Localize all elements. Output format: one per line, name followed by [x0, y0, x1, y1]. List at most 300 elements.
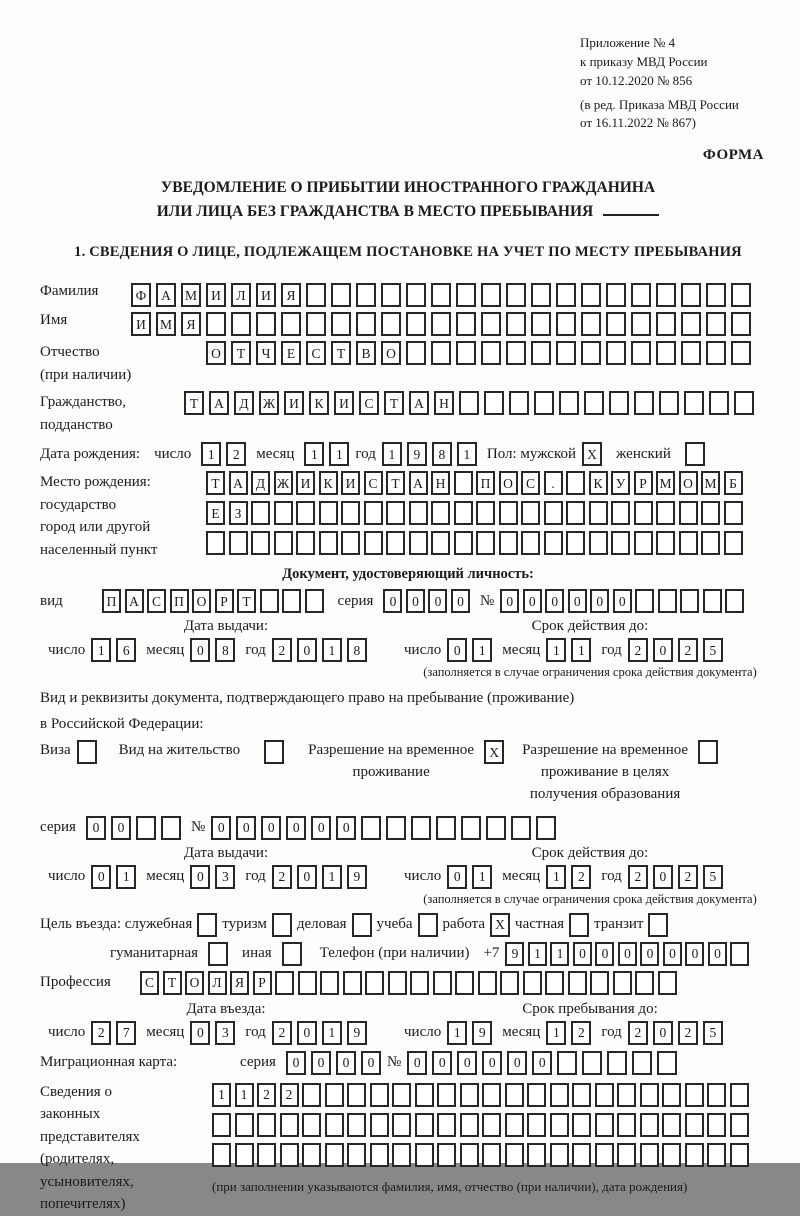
- char-box[interactable]: [534, 391, 554, 415]
- char-box[interactable]: [347, 1143, 366, 1167]
- char-box[interactable]: [302, 1113, 321, 1137]
- char-box[interactable]: [331, 312, 351, 336]
- char-box[interactable]: 9: [505, 942, 524, 966]
- char-box[interactable]: 5: [703, 638, 723, 662]
- char-box[interactable]: Т: [384, 391, 404, 415]
- char-box[interactable]: О: [679, 471, 698, 495]
- char-box[interactable]: [523, 971, 542, 995]
- char-box[interactable]: [701, 501, 720, 525]
- char-box[interactable]: 3: [215, 1021, 235, 1045]
- char-box[interactable]: 2: [678, 865, 698, 889]
- char-box[interactable]: Ж: [274, 471, 293, 495]
- char-box[interactable]: Я: [281, 283, 301, 307]
- char-box[interactable]: [656, 531, 675, 555]
- char-box[interactable]: [656, 283, 676, 307]
- char-box[interactable]: [658, 971, 677, 995]
- char-box[interactable]: [724, 501, 743, 525]
- char-box[interactable]: Т: [163, 971, 182, 995]
- char-box[interactable]: П: [476, 471, 495, 495]
- char-box[interactable]: 0: [573, 942, 592, 966]
- char-box[interactable]: [634, 531, 653, 555]
- char-box[interactable]: Т: [331, 341, 351, 365]
- char-box[interactable]: [437, 1143, 456, 1167]
- char-box[interactable]: [656, 501, 675, 525]
- char-box[interactable]: [433, 971, 452, 995]
- char-box[interactable]: 8: [347, 638, 367, 662]
- char-box[interactable]: 2: [571, 865, 591, 889]
- char-box[interactable]: [482, 1143, 501, 1167]
- char-box[interactable]: [370, 1113, 389, 1137]
- char-box[interactable]: 0: [311, 1051, 331, 1075]
- char-box[interactable]: А: [209, 391, 229, 415]
- char-box[interactable]: 1: [201, 442, 221, 466]
- char-box[interactable]: М: [156, 312, 176, 336]
- char-box[interactable]: [685, 1113, 704, 1137]
- char-box[interactable]: Д: [251, 471, 270, 495]
- char-box[interactable]: 0: [91, 865, 111, 889]
- char-box[interactable]: Т: [206, 471, 225, 495]
- char-box[interactable]: [319, 531, 338, 555]
- char-box[interactable]: [572, 1113, 591, 1137]
- char-box[interactable]: [431, 341, 451, 365]
- char-box[interactable]: [681, 312, 701, 336]
- char-box[interactable]: 1: [322, 865, 342, 889]
- char-box[interactable]: 0: [86, 816, 106, 840]
- char-box[interactable]: И: [284, 391, 304, 415]
- char-box[interactable]: 0: [590, 589, 609, 613]
- char-box[interactable]: О: [206, 341, 226, 365]
- char-box[interactable]: 1: [91, 638, 111, 662]
- char-box[interactable]: Ж: [259, 391, 279, 415]
- char-box[interactable]: [581, 283, 601, 307]
- char-box[interactable]: [484, 391, 504, 415]
- char-box[interactable]: Е: [206, 501, 225, 525]
- char-box[interactable]: [521, 531, 540, 555]
- char-box[interactable]: 9: [407, 442, 427, 466]
- char-box[interactable]: [356, 283, 376, 307]
- char-box[interactable]: [707, 1083, 726, 1107]
- char-box[interactable]: [559, 391, 579, 415]
- char-box[interactable]: 0: [432, 1051, 452, 1075]
- char-box[interactable]: [392, 1083, 411, 1107]
- char-box[interactable]: Б: [724, 471, 743, 495]
- char-box[interactable]: 2: [272, 638, 292, 662]
- char-box[interactable]: [481, 312, 501, 336]
- char-box[interactable]: [406, 341, 426, 365]
- char-box[interactable]: 0: [447, 638, 467, 662]
- char-box[interactable]: Р: [634, 471, 653, 495]
- char-box[interactable]: 2: [272, 1021, 292, 1045]
- char-box[interactable]: 1: [235, 1083, 254, 1107]
- char-box[interactable]: 1: [382, 442, 402, 466]
- char-box[interactable]: 0: [407, 1051, 427, 1075]
- char-box[interactable]: 1: [457, 442, 477, 466]
- char-box[interactable]: [197, 913, 217, 937]
- char-box[interactable]: [632, 1051, 652, 1075]
- char-box[interactable]: [595, 1083, 614, 1107]
- char-box[interactable]: [235, 1143, 254, 1167]
- char-box[interactable]: X: [582, 442, 602, 466]
- char-box[interactable]: И: [206, 283, 226, 307]
- char-box[interactable]: 1: [550, 942, 569, 966]
- char-box[interactable]: [724, 531, 743, 555]
- char-box[interactable]: [229, 531, 248, 555]
- char-box[interactable]: [659, 391, 679, 415]
- char-box[interactable]: [648, 913, 668, 937]
- char-box[interactable]: [406, 283, 426, 307]
- char-box[interactable]: 1: [322, 1021, 342, 1045]
- char-box[interactable]: 0: [507, 1051, 527, 1075]
- char-box[interactable]: 0: [457, 1051, 477, 1075]
- char-box[interactable]: 1: [571, 638, 591, 662]
- char-box[interactable]: О: [192, 589, 211, 613]
- char-box[interactable]: А: [229, 471, 248, 495]
- char-box[interactable]: С: [147, 589, 166, 613]
- char-box[interactable]: Т: [184, 391, 204, 415]
- char-box[interactable]: [706, 312, 726, 336]
- char-box[interactable]: [505, 1113, 524, 1137]
- char-box[interactable]: 9: [347, 1021, 367, 1045]
- char-box[interactable]: [341, 501, 360, 525]
- char-box[interactable]: [706, 341, 726, 365]
- char-box[interactable]: [631, 283, 651, 307]
- char-box[interactable]: [381, 312, 401, 336]
- char-box[interactable]: [388, 971, 407, 995]
- char-box[interactable]: 2: [678, 1021, 698, 1045]
- char-box[interactable]: 0: [190, 865, 210, 889]
- char-box[interactable]: 0: [482, 1051, 502, 1075]
- char-box[interactable]: [431, 312, 451, 336]
- char-box[interactable]: [356, 312, 376, 336]
- char-box[interactable]: [456, 312, 476, 336]
- char-box[interactable]: [280, 1143, 299, 1167]
- char-box[interactable]: 7: [116, 1021, 136, 1045]
- char-box[interactable]: [476, 501, 495, 525]
- char-box[interactable]: [282, 942, 302, 966]
- char-box[interactable]: А: [156, 283, 176, 307]
- char-box[interactable]: [331, 283, 351, 307]
- char-box[interactable]: [701, 531, 720, 555]
- char-box[interactable]: 1: [447, 1021, 467, 1045]
- char-box[interactable]: 0: [523, 589, 542, 613]
- char-box[interactable]: [274, 501, 293, 525]
- char-box[interactable]: [734, 391, 754, 415]
- char-box[interactable]: М: [181, 283, 201, 307]
- char-box[interactable]: [506, 283, 526, 307]
- char-box[interactable]: [476, 531, 495, 555]
- char-box[interactable]: Я: [181, 312, 201, 336]
- char-box[interactable]: [531, 341, 551, 365]
- char-box[interactable]: [275, 971, 294, 995]
- char-box[interactable]: [550, 1143, 569, 1167]
- char-box[interactable]: Л: [208, 971, 227, 995]
- char-box[interactable]: [386, 816, 406, 840]
- char-box[interactable]: П: [170, 589, 189, 613]
- char-box[interactable]: [611, 531, 630, 555]
- char-box[interactable]: 2: [272, 865, 292, 889]
- char-box[interactable]: 0: [311, 816, 331, 840]
- char-box[interactable]: Р: [253, 971, 272, 995]
- char-box[interactable]: [264, 740, 284, 764]
- char-box[interactable]: [431, 531, 450, 555]
- char-box[interactable]: [658, 589, 677, 613]
- char-box[interactable]: [454, 501, 473, 525]
- char-box[interactable]: [581, 312, 601, 336]
- char-box[interactable]: [617, 1113, 636, 1137]
- char-box[interactable]: [681, 283, 701, 307]
- char-box[interactable]: [257, 1143, 276, 1167]
- char-box[interactable]: [681, 341, 701, 365]
- char-box[interactable]: [459, 391, 479, 415]
- char-box[interactable]: 0: [297, 1021, 317, 1045]
- char-box[interactable]: Я: [230, 971, 249, 995]
- char-box[interactable]: [550, 1083, 569, 1107]
- char-box[interactable]: [251, 501, 270, 525]
- char-box[interactable]: [640, 1143, 659, 1167]
- char-box[interactable]: [606, 341, 626, 365]
- char-box[interactable]: А: [409, 391, 429, 415]
- char-box[interactable]: 0: [261, 816, 281, 840]
- char-box[interactable]: [544, 501, 563, 525]
- char-box[interactable]: А: [125, 589, 144, 613]
- char-box[interactable]: У: [611, 471, 630, 495]
- char-box[interactable]: 0: [685, 942, 704, 966]
- char-box[interactable]: [505, 1143, 524, 1167]
- char-box[interactable]: 2: [571, 1021, 591, 1045]
- char-box[interactable]: 8: [215, 638, 235, 662]
- char-box[interactable]: С: [521, 471, 540, 495]
- char-box[interactable]: [589, 501, 608, 525]
- char-box[interactable]: [531, 312, 551, 336]
- char-box[interactable]: К: [589, 471, 608, 495]
- char-box[interactable]: [556, 312, 576, 336]
- char-box[interactable]: [709, 391, 729, 415]
- char-box[interactable]: [392, 1143, 411, 1167]
- char-box[interactable]: [257, 1113, 276, 1137]
- char-box[interactable]: 0: [447, 865, 467, 889]
- char-box[interactable]: [698, 740, 718, 764]
- char-box[interactable]: [730, 1083, 749, 1107]
- char-box[interactable]: [566, 471, 585, 495]
- char-box[interactable]: 1: [472, 865, 492, 889]
- char-box[interactable]: 0: [653, 638, 673, 662]
- char-box[interactable]: [206, 312, 226, 336]
- char-box[interactable]: [482, 1113, 501, 1137]
- char-box[interactable]: [545, 971, 564, 995]
- char-box[interactable]: [550, 1113, 569, 1137]
- char-box[interactable]: 0: [336, 1051, 356, 1075]
- char-box[interactable]: Т: [237, 589, 256, 613]
- char-box[interactable]: [298, 971, 317, 995]
- char-box[interactable]: 0: [336, 816, 356, 840]
- char-box[interactable]: Д: [234, 391, 254, 415]
- char-box[interactable]: [685, 1083, 704, 1107]
- char-box[interactable]: [454, 531, 473, 555]
- char-box[interactable]: [566, 531, 585, 555]
- char-box[interactable]: 2: [226, 442, 246, 466]
- char-box[interactable]: [703, 589, 722, 613]
- char-box[interactable]: [531, 283, 551, 307]
- char-box[interactable]: 0: [190, 1021, 210, 1045]
- char-box[interactable]: 1: [304, 442, 324, 466]
- char-box[interactable]: [347, 1113, 366, 1137]
- char-box[interactable]: [455, 971, 474, 995]
- char-box[interactable]: 0: [286, 1051, 306, 1075]
- char-box[interactable]: 2: [628, 638, 648, 662]
- char-box[interactable]: 5: [703, 865, 723, 889]
- char-box[interactable]: [595, 1113, 614, 1137]
- char-box[interactable]: [662, 1113, 681, 1137]
- char-box[interactable]: [409, 501, 428, 525]
- char-box[interactable]: [410, 971, 429, 995]
- char-box[interactable]: [685, 1143, 704, 1167]
- char-box[interactable]: [481, 283, 501, 307]
- char-box[interactable]: [251, 531, 270, 555]
- char-box[interactable]: [418, 913, 438, 937]
- char-box[interactable]: [631, 312, 651, 336]
- char-box[interactable]: 1: [546, 1021, 566, 1045]
- char-box[interactable]: Н: [431, 471, 450, 495]
- char-box[interactable]: [406, 312, 426, 336]
- char-box[interactable]: [415, 1113, 434, 1137]
- char-box[interactable]: 0: [613, 589, 632, 613]
- char-box[interactable]: С: [364, 471, 383, 495]
- char-box[interactable]: [656, 312, 676, 336]
- char-box[interactable]: [272, 913, 292, 937]
- char-box[interactable]: П: [102, 589, 121, 613]
- char-box[interactable]: [706, 283, 726, 307]
- char-box[interactable]: [527, 1143, 546, 1167]
- char-box[interactable]: [325, 1113, 344, 1137]
- char-box[interactable]: [536, 816, 556, 840]
- char-box[interactable]: [634, 391, 654, 415]
- char-box[interactable]: 2: [257, 1083, 276, 1107]
- char-box[interactable]: [509, 391, 529, 415]
- char-box[interactable]: [566, 501, 585, 525]
- char-box[interactable]: [656, 341, 676, 365]
- char-box[interactable]: [77, 740, 97, 764]
- char-box[interactable]: Ф: [131, 283, 151, 307]
- char-box[interactable]: [511, 816, 531, 840]
- char-box[interactable]: И: [296, 471, 315, 495]
- char-box[interactable]: [460, 1113, 479, 1137]
- char-box[interactable]: [260, 589, 279, 613]
- char-box[interactable]: 9: [472, 1021, 492, 1045]
- char-box[interactable]: 1: [329, 442, 349, 466]
- char-box[interactable]: [347, 1083, 366, 1107]
- char-box[interactable]: 1: [322, 638, 342, 662]
- char-box[interactable]: Л: [231, 283, 251, 307]
- char-box[interactable]: [386, 531, 405, 555]
- char-box[interactable]: В: [356, 341, 376, 365]
- char-box[interactable]: 0: [383, 589, 402, 613]
- char-box[interactable]: 0: [297, 638, 317, 662]
- char-box[interactable]: А: [409, 471, 428, 495]
- char-box[interactable]: [460, 1143, 479, 1167]
- char-box[interactable]: [431, 283, 451, 307]
- char-box[interactable]: З: [229, 501, 248, 525]
- char-box[interactable]: [680, 589, 699, 613]
- char-box[interactable]: [325, 1143, 344, 1167]
- char-box[interactable]: [617, 1143, 636, 1167]
- char-box[interactable]: Р: [215, 589, 234, 613]
- char-box[interactable]: [568, 971, 587, 995]
- char-box[interactable]: 0: [286, 816, 306, 840]
- char-box[interactable]: [679, 531, 698, 555]
- char-box[interactable]: 0: [361, 1051, 381, 1075]
- char-box[interactable]: [231, 312, 251, 336]
- char-box[interactable]: [606, 312, 626, 336]
- char-box[interactable]: 0: [595, 942, 614, 966]
- char-box[interactable]: [505, 1083, 524, 1107]
- char-box[interactable]: [352, 913, 372, 937]
- char-box[interactable]: К: [319, 471, 338, 495]
- char-box[interactable]: 0: [532, 1051, 552, 1075]
- char-box[interactable]: X: [484, 740, 504, 764]
- char-box[interactable]: 0: [297, 865, 317, 889]
- char-box[interactable]: [684, 391, 704, 415]
- char-box[interactable]: [343, 971, 362, 995]
- char-box[interactable]: 1: [116, 865, 136, 889]
- char-box[interactable]: 0: [500, 589, 519, 613]
- char-box[interactable]: [613, 971, 632, 995]
- char-box[interactable]: 1: [546, 638, 566, 662]
- char-box[interactable]: 0: [708, 942, 727, 966]
- char-box[interactable]: [527, 1113, 546, 1137]
- char-box[interactable]: [662, 1143, 681, 1167]
- char-box[interactable]: [730, 1143, 749, 1167]
- char-box[interactable]: [482, 1083, 501, 1107]
- char-box[interactable]: 2: [91, 1021, 111, 1045]
- char-box[interactable]: [521, 501, 540, 525]
- char-box[interactable]: Е: [281, 341, 301, 365]
- char-box[interactable]: [589, 531, 608, 555]
- char-box[interactable]: С: [140, 971, 159, 995]
- char-box[interactable]: [306, 312, 326, 336]
- char-box[interactable]: И: [334, 391, 354, 415]
- char-box[interactable]: [456, 341, 476, 365]
- char-box[interactable]: [527, 1083, 546, 1107]
- char-box[interactable]: [609, 391, 629, 415]
- char-box[interactable]: 0: [236, 816, 256, 840]
- char-box[interactable]: [635, 971, 654, 995]
- char-box[interactable]: [306, 283, 326, 307]
- char-box[interactable]: Т: [231, 341, 251, 365]
- char-box[interactable]: И: [256, 283, 276, 307]
- char-box[interactable]: 1: [546, 865, 566, 889]
- char-box[interactable]: [460, 1083, 479, 1107]
- char-box[interactable]: 8: [432, 442, 452, 466]
- char-box[interactable]: [456, 283, 476, 307]
- char-box[interactable]: [364, 501, 383, 525]
- char-box[interactable]: 0: [653, 1021, 673, 1045]
- char-box[interactable]: [486, 816, 506, 840]
- char-box[interactable]: 6: [116, 638, 136, 662]
- char-box[interactable]: [584, 391, 604, 415]
- char-box[interactable]: [617, 1083, 636, 1107]
- char-box[interactable]: 0: [211, 816, 231, 840]
- char-box[interactable]: [381, 283, 401, 307]
- char-box[interactable]: 0: [618, 942, 637, 966]
- char-box[interactable]: К: [309, 391, 329, 415]
- char-box[interactable]: 0: [428, 589, 447, 613]
- char-box[interactable]: Ч: [256, 341, 276, 365]
- char-box[interactable]: [640, 1083, 659, 1107]
- char-box[interactable]: [544, 531, 563, 555]
- char-box[interactable]: [436, 816, 456, 840]
- char-box[interactable]: [302, 1143, 321, 1167]
- char-box[interactable]: [606, 283, 626, 307]
